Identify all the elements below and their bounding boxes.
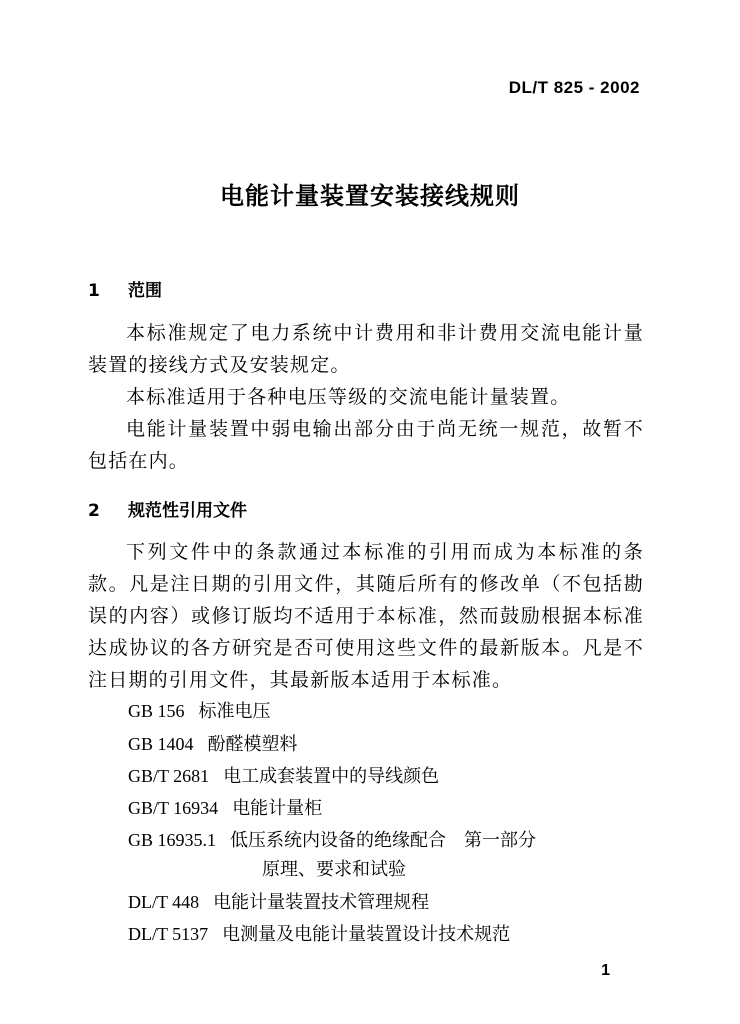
reference-title: 电工成套装置中的导线颜色 (223, 766, 440, 787)
section-1-number: 1 (88, 281, 100, 301)
document-title: 电能计量装置安装接线规则 (220, 182, 520, 210)
section-2-title: 规范性引用文件 (128, 501, 247, 521)
section-1-paragraph-2 (88, 381, 644, 413)
section-2-intro-text: 下列文件中的条款通过本标准的引用而成为本标准的条款。凡是注日期的引用文件，其随后所有的修改单（不包括勘误的内容）或修订版均不适用于本标准，然而鼓励根据本标准达成协议的各方研究是否可使用这些文件的最新版本。凡是不注日期的引用文件，其最新版本适用于本标准。 (88, 541, 644, 691)
reference-title: 电测量及电能计量装置设计技术规范 (222, 924, 511, 945)
reference-item (128, 888, 429, 917)
reference-code: GB/T 16934 (128, 798, 219, 818)
reference-item (128, 826, 537, 880)
section-1-paragraph-3 (88, 413, 644, 477)
reference-title: 标准电压 (198, 701, 271, 722)
section-2-intro (88, 536, 644, 696)
section-1-title: 范围 (128, 281, 162, 301)
section-2-heading (88, 496, 247, 521)
reference-code: DL/T 5137 (128, 924, 209, 944)
reference-code: GB 1404 (128, 734, 194, 754)
reference-item (128, 920, 510, 949)
section-1-paragraph-3-text: 电能计量装置中弱电输出部分由于尚无统一规范，故暂不包括在内。 (88, 418, 644, 472)
reference-title: 酚醛模塑料 (207, 734, 298, 755)
section-1-paragraph-1 (88, 317, 644, 381)
reference-code: GB 156 (128, 701, 185, 721)
standard-number: DL/T 825 - 2002 (508, 78, 640, 97)
reference-title: 低压系统内设备的绝缘配合 第一部分 (230, 830, 537, 851)
reference-item (128, 697, 271, 726)
reference-title: 电能计量装置技术管理规程 (213, 892, 430, 913)
reference-item (128, 794, 322, 823)
reference-title-continuation: 原理、要求和试验 (262, 859, 406, 880)
reference-item (128, 730, 298, 759)
section-1-paragraph-2-text: 本标准适用于各种电压等级的交流电能计量装置。 (126, 386, 571, 408)
reference-code: DL/T 448 (128, 892, 200, 912)
page-number: 1 (601, 962, 610, 979)
reference-title: 电能计量柜 (232, 798, 323, 819)
section-1-heading (88, 276, 162, 301)
section-2-number: 2 (88, 501, 100, 521)
reference-code: GB 16935.1 (128, 830, 217, 850)
reference-item (128, 762, 439, 791)
section-1-paragraph-1-text: 本标准规定了电力系统中计费用和非计费用交流电能计量装置的接线方式及安装规定。 (88, 322, 644, 376)
reference-code: GB/T 2681 (128, 766, 210, 786)
